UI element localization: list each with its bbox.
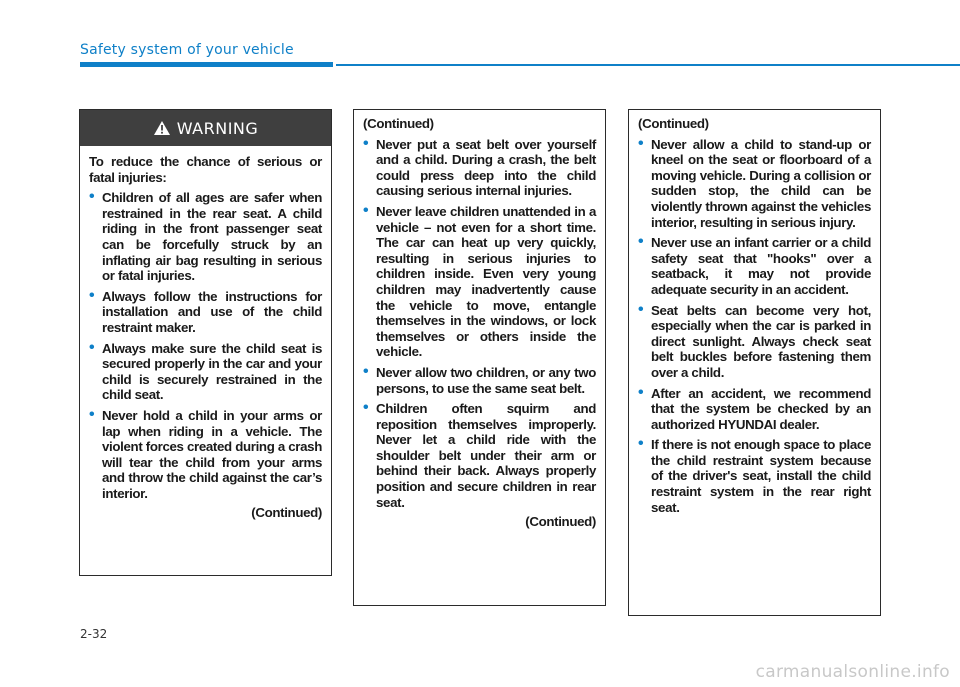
warning-content [80,146,331,521]
continued-label: (Continued) [251,505,322,521]
list-item: • Never put a seat belt over yourself and a child. During a crash, the belt could press deep into the child causing serious internal injuries. [363,137,596,199]
section-title: Safety system of your vehicle [80,42,294,58]
warning-label: WARNING [176,118,259,138]
continued-label: (Continued) [525,514,596,530]
list-item: • Never allow a child to stand-up or kneel on the seat or floorboard of a moving vehicle. During a collision or sudden stop, the child can be violently thrown against the vehicles interior, resulting in serious injury. [638,137,871,231]
header-rule-thick [80,62,333,67]
warning-bullet-list [89,190,322,501]
list-item: • Never leave children unattended in a vehicle – not even for a short time. The car can heat up very quickly, resulting in serious injuries to children inside. Even very young children may inadvertently cause the vehicle to move, entangle themselves in the windows, or lock themselves or others inside the vehicle. [363,204,596,360]
page-number: 2-32 [80,627,108,641]
header-rule-thin [336,64,960,66]
continued-heading: (Continued) [363,116,434,131]
list-item: • Never hold a child in your arms or lap when riding in a vehicle. The violent forces created during a crash will tear the child from your arms and throw the child against the car’s interior. [89,408,322,502]
list-item: • After an accident, we recommend that the system be checked by an authorized HYUNDAI dealer. [638,386,871,433]
bullet-list [638,137,871,516]
continued-heading: (Continued) [638,116,709,131]
warning-panel-continued-1 [353,109,606,606]
list-item: • Always make sure the child seat is secured properly in the car and your child is securely restrained in the child seat. [89,341,322,403]
list-item: • Never use an infant carrier or a child safety seat that "hooks" over a seatback, it may not provide adequate security in an accident. [638,235,871,297]
list-item: • Children of all ages are safer when restrained in the rear seat. A child riding in the front passenger seat can be forcefully struck by an inflating air bag resulting in serious or fatal injuries. [89,190,322,284]
warning-panel [79,109,332,576]
warning-intro: To reduce the chance of serious or fatal injuries: [89,154,322,185]
list-item: • Seat belts can become very hot, especially when the car is parked in direct sunlight. Always check seat belt buckles before fastening them over a child. [638,303,871,381]
list-item: • Always follow the instructions for installation and use of the child restraint maker. [89,289,322,336]
bullet-list [363,137,596,511]
panel-content [629,110,880,515]
list-item: • Never allow two children, or any two persons, to use the same seat belt. [363,365,596,396]
warning-header [80,110,331,146]
warning-triangle-icon [153,120,171,136]
warning-panel-continued-2 [628,109,881,616]
list-item: • If there is not enough space to place the child restraint system because of the driver's seat, install the child restraint system in the rear right seat. [638,437,871,515]
list-item: • Children often squirm and reposition themselves improperly. Never let a child ride with the shoulder belt under their arm or behind their back. Always properly position and secure children in rear seat. [363,401,596,510]
watermark: carmanualsonline.info [755,662,950,682]
panel-content [354,110,605,530]
